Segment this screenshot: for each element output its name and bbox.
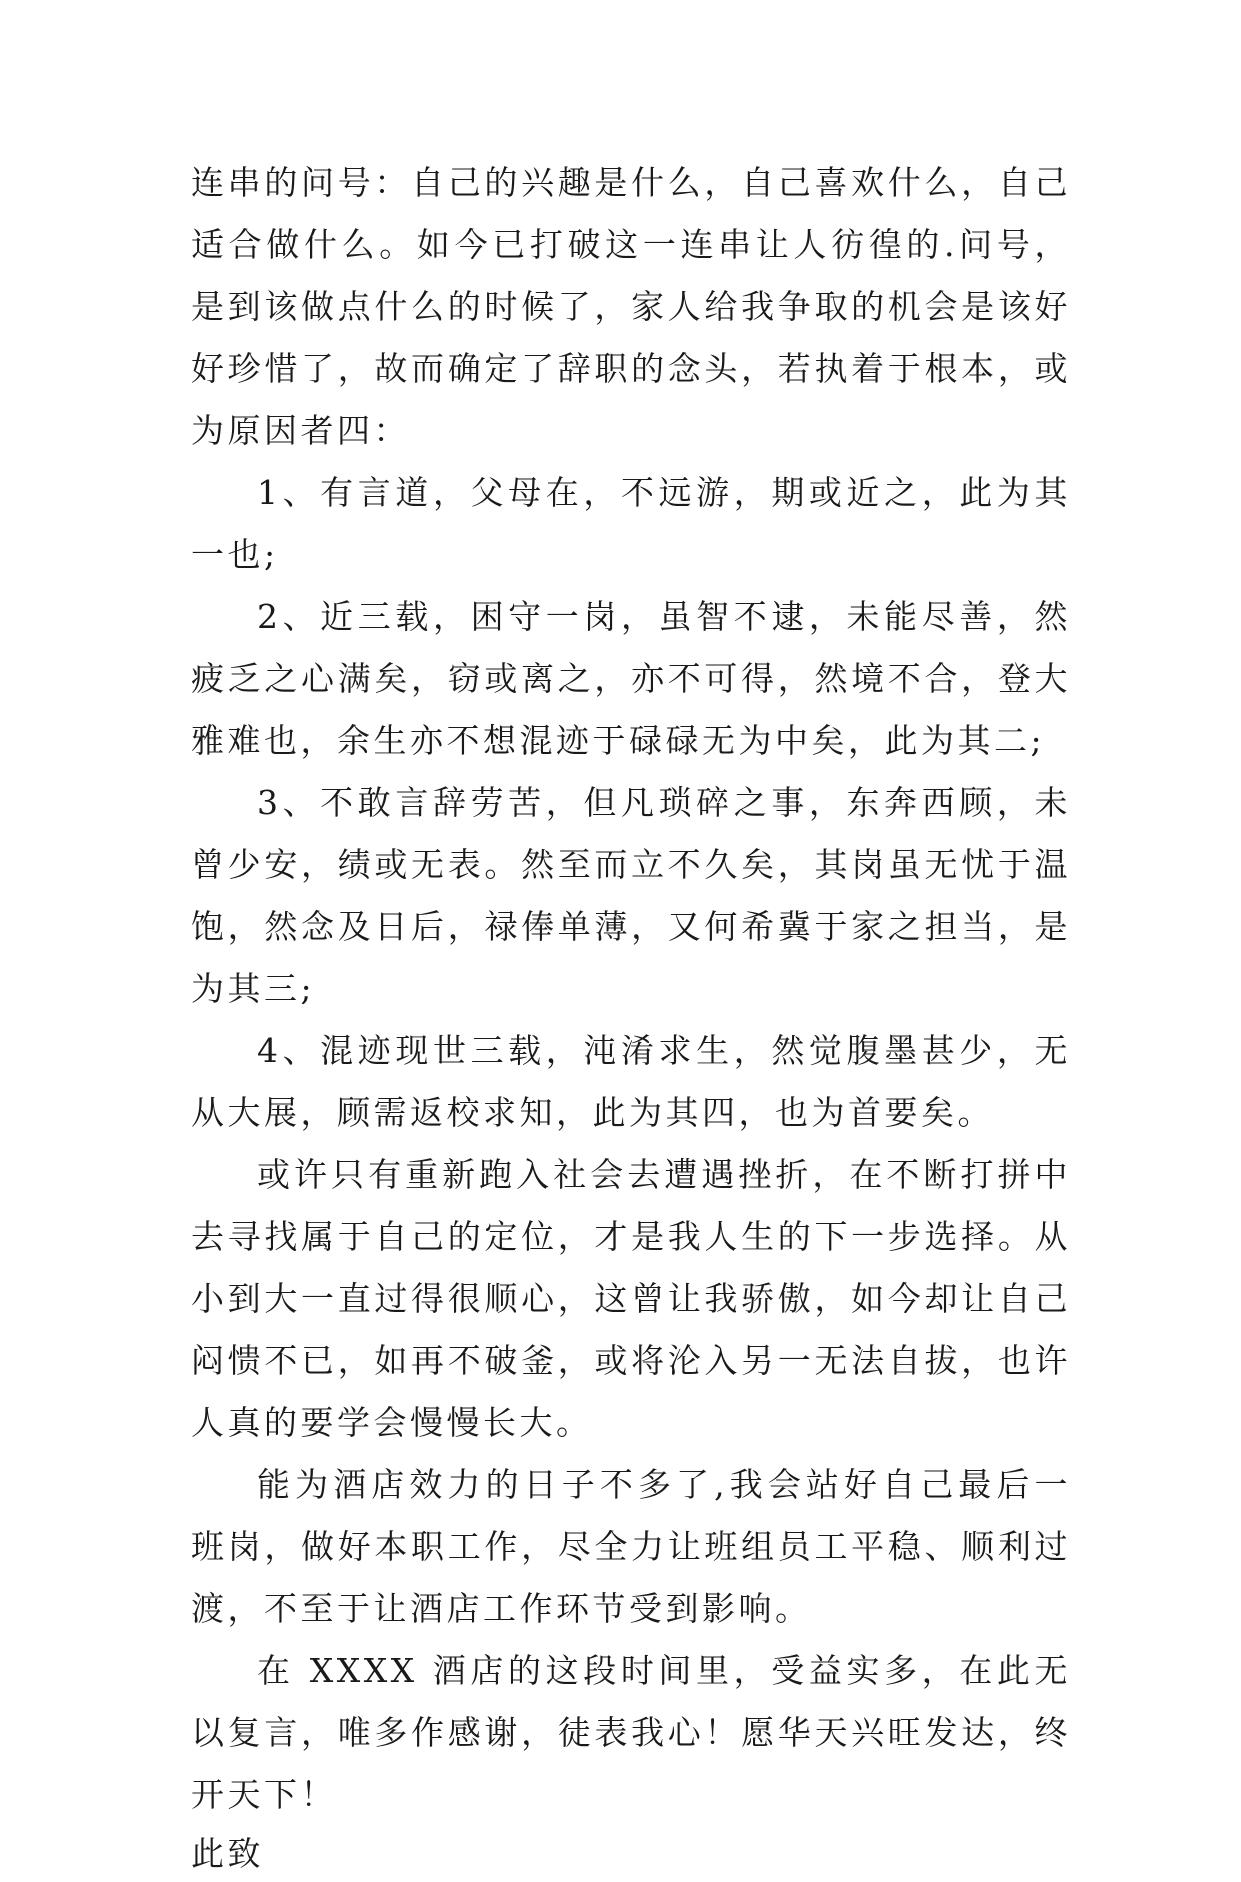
paragraph-reason-1: 1、有言道，父母在，不远游，期或近之，此为其一也; xyxy=(191,473,1071,574)
paragraph-intro: 连串的问号：自己的兴趣是什么，自己喜欢什么，自己适合做什么。如今已打破这一连串让人彷徨的.问号，是到该做点什么的时候了，家人给我争取的机会是该好好珍惜了，故而确定了辞职的念头，若执着于根本，或为原因者四： xyxy=(191,163,1071,450)
closing-salutation: 此致 xyxy=(191,1834,264,1873)
paragraph-thanks: 在 XXXX 酒店的这段时间里，受益实多，在此无以复言，唯多作感谢，徒表我心！愿华天兴旺发达，终开天下！ xyxy=(191,1651,1071,1814)
paragraph-reflection: 或许只有重新跑入社会去遭遇挫折，在不断打拼中去寻找属于自己的定位，才是我人生的下一步选择。从小到大一直过得很顺心，这曾让我骄傲，如今却让自己闷愦不已，如再不破釜，或将沦入另一无法自拔，也许人真的要学会慢慢长大。 xyxy=(191,1155,1071,1442)
paragraph-reason-4: 4、混迹现世三载，沌淆求生，然觉腹墨甚少，无从大展，顾需返校求知，此为其四，也为首要矣。 xyxy=(191,1031,1071,1132)
paragraph-reason-2: 2、近三载，困守一岗，虽智不逮，未能尽善，然疲乏之心满矣，窃或离之，亦不可得，然境不合，登大雅难也，余生亦不想混迹于碌碌无为中矣，此为其二; xyxy=(191,597,1071,760)
paragraph-commitment: 能为酒店效力的日子不多了,我会站好自己最后一班岗，做好本职工作，尽全力让班组员工平稳、顺利过渡，不至于让酒店工作环节受到影响。 xyxy=(191,1465,1071,1628)
letter-body xyxy=(191,152,1071,1882)
paragraph-reason-3: 3、不敢言辞劳苦，但凡琐碎之事，东奔西顾，未曾少安，绩或无表。然至而立不久矣，其岗虽无忧于温饱，然念及日后，禄俸单薄，又何希冀于家之担当，是为其三; xyxy=(191,783,1071,1008)
